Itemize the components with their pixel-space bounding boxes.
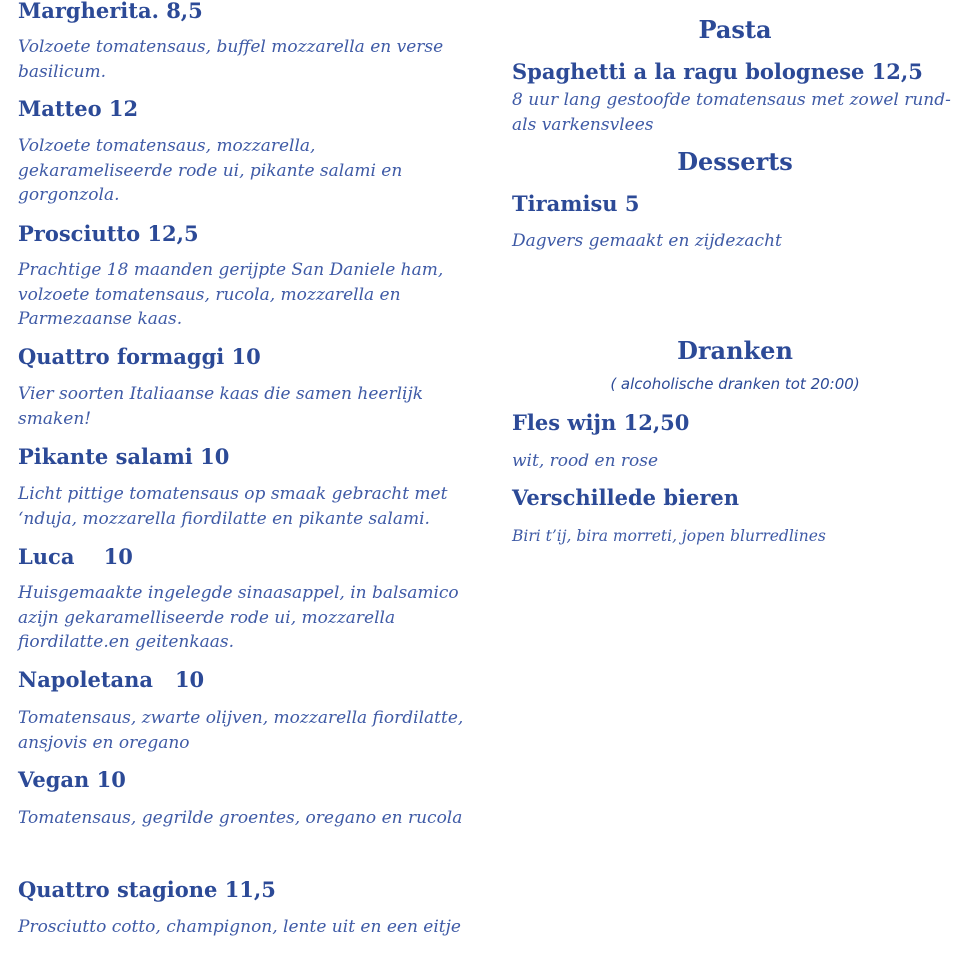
menu-item-title: Spaghetti a la ragu bolognese 12,5 — [512, 59, 923, 84]
menu-item-title: Fles wijn 12,50 — [512, 410, 690, 435]
menu-item-title: Luca 10 — [18, 544, 133, 569]
menu-item-title: Verschillede bieren — [512, 485, 740, 510]
menu-item-description: 8 uur lang gestoofde tomatensaus met zowel rund- als varkensvlees — [512, 90, 951, 135]
section-heading-desserts: Desserts — [677, 147, 793, 176]
menu-item-title: Vegan 10 — [18, 767, 126, 792]
menu-item-description: Volzoete tomatensaus, buffel mozzarella en verse basilicum. — [18, 37, 444, 82]
menu-item-description: Huisgemaakte ingelegde sinaasappel, in balsamico azijn gekaramelliseerde rode ui, mozzarella fiordilatte.en geitenkaas. — [18, 583, 459, 652]
menu-item-title: Napoletana 10 — [18, 667, 205, 692]
menu-item-title: Matteo 12 — [18, 96, 139, 121]
menu-item-title: Quattro formaggi 10 — [18, 344, 261, 369]
menu-item-title: Tiramisu 5 — [512, 191, 640, 216]
menu-item-title: Pikante salami 10 — [18, 444, 230, 469]
menu-item-description: Prachtige 18 maanden gerijpte San Daniele ham, volzoete tomatensaus, rucola, mozzarella en Parmezaanse kaas. — [18, 260, 444, 329]
menu-item-description: Biri t’ij, bira morreti, jopen blurredlines — [512, 527, 826, 545]
menu-item-title: Margherita. 8,5 — [18, 0, 203, 23]
menu-item-description: Tomatensaus, zwarte olijven, mozzarella fiordilatte, ansjovis en oregano — [18, 708, 464, 753]
section-heading-dranken: Dranken — [677, 336, 793, 365]
section-heading-pasta: Pasta — [698, 15, 772, 44]
menu-item-description: Dagvers gemaakt en zijdezacht — [512, 231, 782, 251]
menu-item-description: Tomatensaus, gegrilde groentes, oregano en rucola — [18, 808, 463, 828]
menu-item-description: Prosciutto cotto, champignon, lente uit en een eitje — [18, 917, 461, 937]
menu-item-description: Volzoete tomatensaus, mozzarella, gekarameliseerde rode ui, pikante salami en gorgonzola. — [18, 136, 403, 205]
menu-item-description: Vier soorten Italiaanse kaas die samen heerlijk smaken! — [18, 384, 424, 429]
drinks-note: ( alcoholische dranken tot 20:00) — [610, 375, 860, 393]
menu-item-title: Prosciutto 12,5 — [18, 221, 199, 246]
menu-item-title: Quattro stagione 11,5 — [18, 877, 276, 902]
menu-item-description: wit, rood en rose — [512, 451, 659, 471]
menu-item-description: Licht pittige tomatensaus op smaak gebracht met ‘nduja, mozzarella fiordilatte en pikante salami. — [18, 484, 448, 529]
